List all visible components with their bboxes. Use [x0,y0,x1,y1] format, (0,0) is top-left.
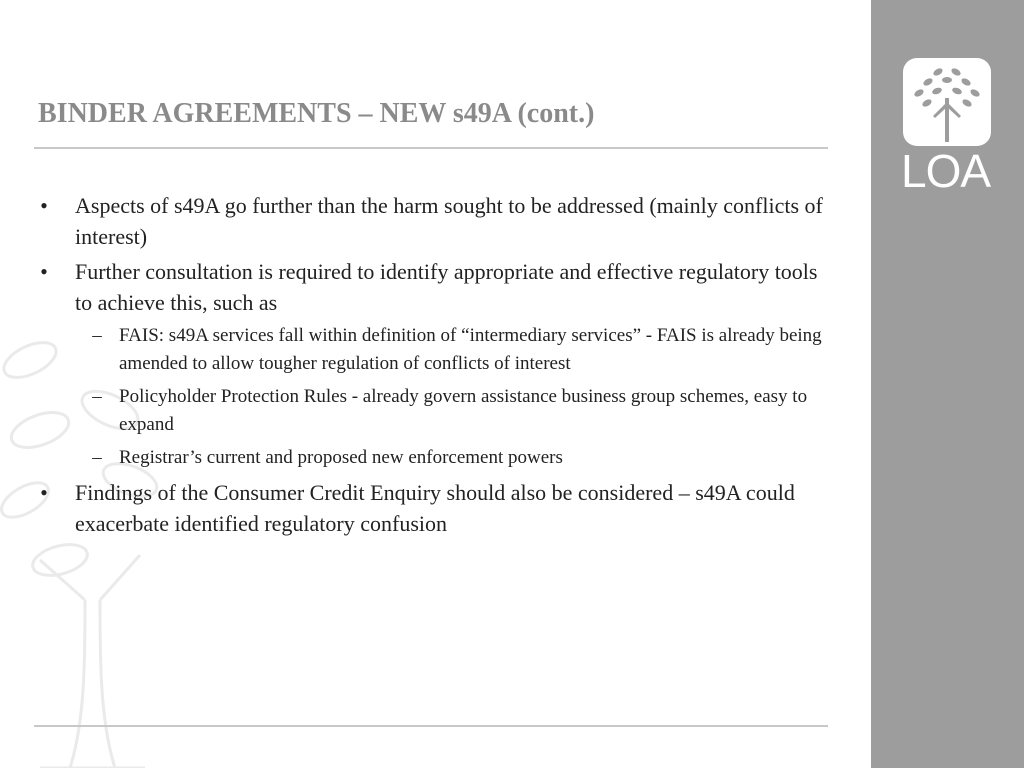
loa-logo [903,58,999,198]
bullet-item [34,477,834,539]
tree-icon [903,58,991,146]
title-divider [34,147,828,149]
bullet-text: Findings of the Consumer Credit Enquiry should also be considered – s49A could exacerbate identified regulatory confusion [75,480,795,536]
sub-bullet-list [75,322,834,472]
sub-bullet-marker: – [92,386,102,407]
bullet-marker: • [40,259,48,284]
sub-bullet-item [34,383,834,439]
bullet-marker: • [40,193,48,218]
bullet-text: Further consultation is required to identify appropriate and effective regulatory tools to achieve this, such as [75,259,818,315]
footer-divider [34,725,828,727]
logo-text: LOA [901,145,991,197]
sub-bullet-text: Registrar’s current and proposed new enforcement powers [119,447,563,468]
bullet-text: Aspects of s49A go further than the harm sought to be addressed (mainly conflicts of interest) [75,193,823,249]
sub-bullet-text: Policyholder Protection Rules - already govern assistance business group schemes, easy to expand [119,386,808,435]
sub-bullet-marker: – [92,447,102,468]
sub-bullet-item [34,322,834,378]
sub-bullet-text: FAIS: s49A services fall within definition of “intermediary services” - FAIS is already being amended to allow tougher regulation of conflicts of interest [119,325,822,374]
slide-title: BINDER AGREEMENTS – NEW s49A (cont.) [38,98,595,129]
bullet-list [34,190,834,539]
logo-tree-box [903,58,991,146]
slide-content [34,190,834,543]
bullet-marker: • [40,480,48,505]
sub-bullet-item [34,444,834,472]
sub-bullet-marker: – [92,325,102,346]
bullet-item [34,256,834,472]
bullet-item [34,190,834,252]
